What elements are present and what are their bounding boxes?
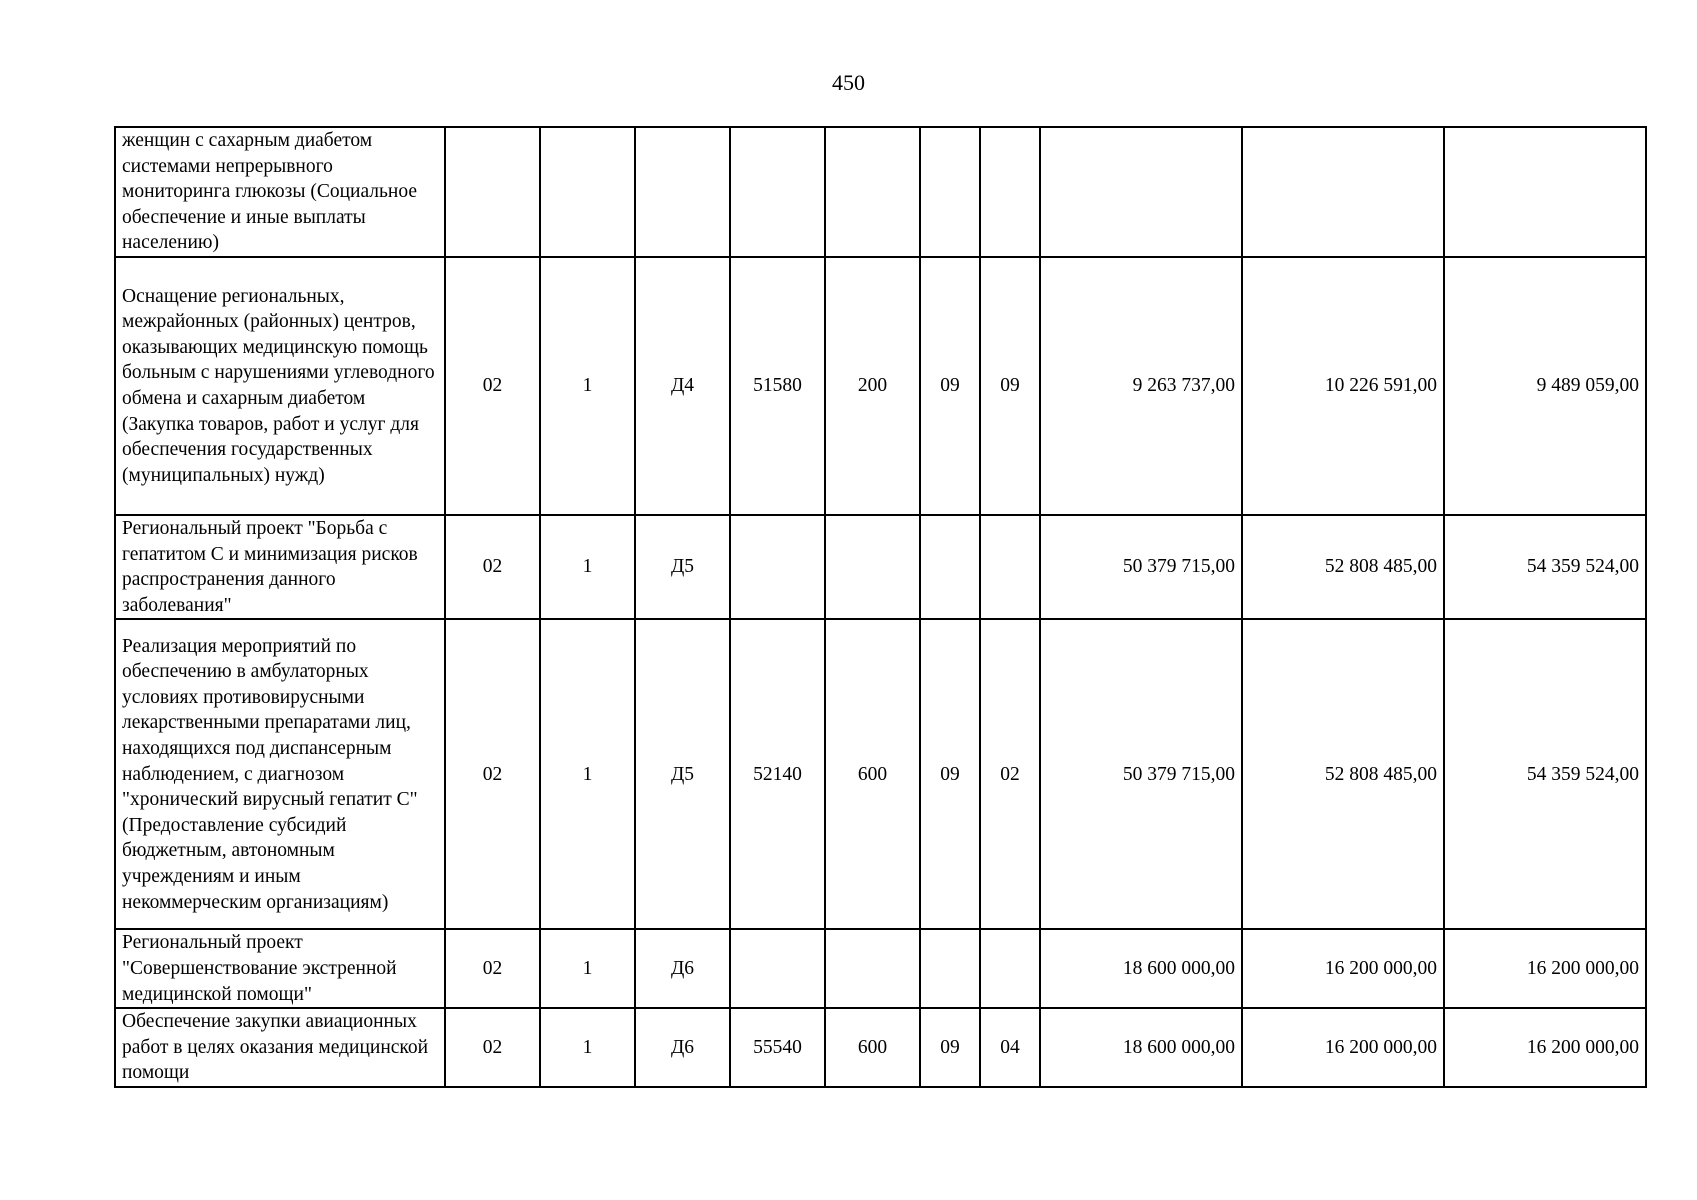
amount-year-3: 9 489 059,00 [1444, 257, 1646, 515]
amount-year-1: 9 263 737,00 [1040, 257, 1242, 515]
amount-year-3: 54 359 524,00 [1444, 619, 1646, 929]
direction-code [730, 515, 825, 619]
amount-year-1: 50 379 715,00 [1040, 619, 1242, 929]
row-description: Региональный проект "Борьба с гепатитом С и минимизация рисков распространения данного заболевания" [115, 515, 445, 619]
subprogram-code [540, 127, 635, 257]
program-code: 02 [445, 1008, 540, 1087]
subprogram-code: 1 [540, 929, 635, 1008]
amount-year-1: 50 379 715,00 [1040, 515, 1242, 619]
amount-year-3 [1444, 127, 1646, 257]
subprogram-code: 1 [540, 257, 635, 515]
section-code [920, 929, 980, 1008]
amount-year-1: 18 600 000,00 [1040, 929, 1242, 1008]
subsection-code [980, 127, 1040, 257]
table-row [115, 257, 1646, 515]
expense-type-code [825, 127, 920, 257]
subsection-code: 04 [980, 1008, 1040, 1087]
table-row [115, 619, 1646, 929]
table-row [115, 127, 1646, 257]
program-code: 02 [445, 257, 540, 515]
amount-year-1: 18 600 000,00 [1040, 1008, 1242, 1087]
project-code: Д6 [635, 1008, 730, 1087]
amount-year-2: 16 200 000,00 [1242, 1008, 1444, 1087]
subsection-code [980, 515, 1040, 619]
subprogram-code: 1 [540, 619, 635, 929]
page-number: 450 [832, 70, 865, 95]
project-code: Д5 [635, 619, 730, 929]
amount-year-2: 10 226 591,00 [1242, 257, 1444, 515]
table-row [115, 929, 1646, 1008]
program-code [445, 127, 540, 257]
expense-type-code [825, 515, 920, 619]
amount-year-1 [1040, 127, 1242, 257]
subsection-code: 02 [980, 619, 1040, 929]
program-code: 02 [445, 619, 540, 929]
expense-type-code: 600 [825, 619, 920, 929]
row-description: Региональный проект "Совершенствование экстренной медицинской помощи" [115, 929, 445, 1008]
section-code [920, 127, 980, 257]
expense-type-code: 600 [825, 1008, 920, 1087]
project-code: Д4 [635, 257, 730, 515]
row-description: Реализация мероприятий по обеспечению в амбулаторных условиях противовирусными лекарственными препаратами лиц, находящихся под диспансерным наблюдением, с диагнозом "хронический вирусный гепатит С" (Предоставление субсидий бюджетным, автономным учреждениям и иным некоммерческим организациям) [115, 619, 445, 929]
project-code: Д5 [635, 515, 730, 619]
expense-type-code [825, 929, 920, 1008]
direction-code: 55540 [730, 1008, 825, 1087]
amount-year-2 [1242, 127, 1444, 257]
amount-year-2: 52 808 485,00 [1242, 619, 1444, 929]
direction-code: 51580 [730, 257, 825, 515]
expense-type-code: 200 [825, 257, 920, 515]
row-description: Обеспечение закупки авиационных работ в целях оказания медицинской помощи [115, 1008, 445, 1087]
direction-code [730, 127, 825, 257]
amount-year-3: 16 200 000,00 [1444, 929, 1646, 1008]
section-code [920, 515, 980, 619]
amount-year-2: 52 808 485,00 [1242, 515, 1444, 619]
amount-year-2: 16 200 000,00 [1242, 929, 1444, 1008]
section-code: 09 [920, 619, 980, 929]
amount-year-3: 16 200 000,00 [1444, 1008, 1646, 1087]
direction-code [730, 929, 825, 1008]
subprogram-code: 1 [540, 1008, 635, 1087]
direction-code: 52140 [730, 619, 825, 929]
budget-table [114, 126, 1647, 1088]
subsection-code [980, 929, 1040, 1008]
section-code: 09 [920, 257, 980, 515]
section-code: 09 [920, 1008, 980, 1087]
program-code: 02 [445, 929, 540, 1008]
program-code: 02 [445, 515, 540, 619]
table-row [115, 515, 1646, 619]
row-description: Оснащение региональных, межрайонных (районных) центров, оказывающих медицинскую помощь больным с нарушениями углеводного обмена и сахарным диабетом (Закупка товаров, работ и услуг для обеспечения государственных (муниципальных) нужд) [115, 257, 445, 515]
row-description: женщин с сахарным диабетом системами непрерывного мониторинга глюкозы (Социальное обеспечение и иные выплаты населению) [115, 127, 445, 257]
project-code [635, 127, 730, 257]
amount-year-3: 54 359 524,00 [1444, 515, 1646, 619]
subsection-code: 09 [980, 257, 1040, 515]
table-row [115, 1008, 1646, 1087]
subprogram-code: 1 [540, 515, 635, 619]
project-code: Д6 [635, 929, 730, 1008]
